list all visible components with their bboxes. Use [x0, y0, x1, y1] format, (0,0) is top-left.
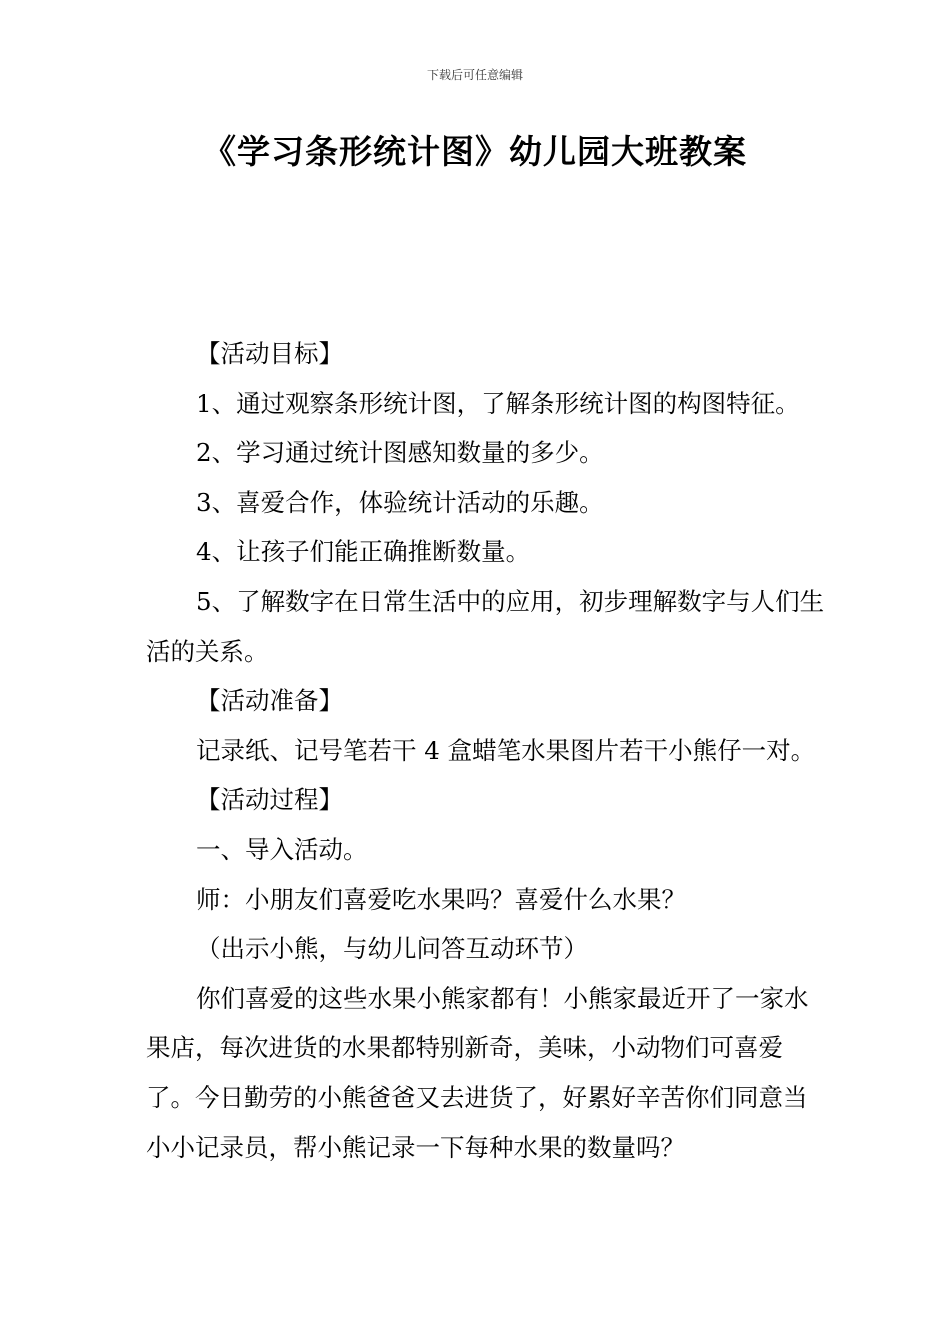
document-body — [146, 329, 826, 1172]
header-note: 下载后可任意编辑 — [426, 68, 523, 82]
paragraph: 4、让孩子们能正确推断数量。 — [196, 537, 531, 567]
paragraph: 5、了解数字在日常生活中的应用，初步理解数字与人们生活的关系。 — [146, 586, 825, 666]
paragraph: 2、学习通过统计图感知数量的多少。 — [196, 438, 604, 468]
paragraph: 你们喜爱的这些水果小熊家都有！小熊家最近开了一家水果店，每次进货的水果都特别新奇，美味，小动物们可喜爱了。今日勤劳的小熊爸爸又去进货了，好累好辛苦你们同意当小小记录员，帮小熊记录一下每种水果的数量吗？ — [146, 983, 809, 1162]
paragraph: 师：小朋友们喜爱吃水果吗？喜爱什么水果？ — [196, 884, 686, 914]
section-heading-goals: 【活动目标】 — [196, 339, 343, 368]
document-title: 《学习条形统计图》幼儿园大班教案 — [203, 132, 747, 171]
section-heading-preparation: 【活动准备】 — [196, 686, 343, 716]
paragraph: 记录纸、记号笔若干 4 盒蜡笔水果图片若干小熊仔一对。 — [196, 735, 816, 765]
section-heading-process: 【活动过程】 — [196, 785, 343, 815]
paragraph: （出示小熊，与幼儿问答互动环节） — [196, 934, 588, 964]
paragraph: 一、导入活动。 — [196, 834, 368, 864]
paragraph: 3、喜爱合作，体验统计活动的乐趣。 — [196, 487, 604, 517]
paragraph: 1、通过观察条形统计图，了解条形统计图的构图特征。 — [196, 388, 800, 418]
